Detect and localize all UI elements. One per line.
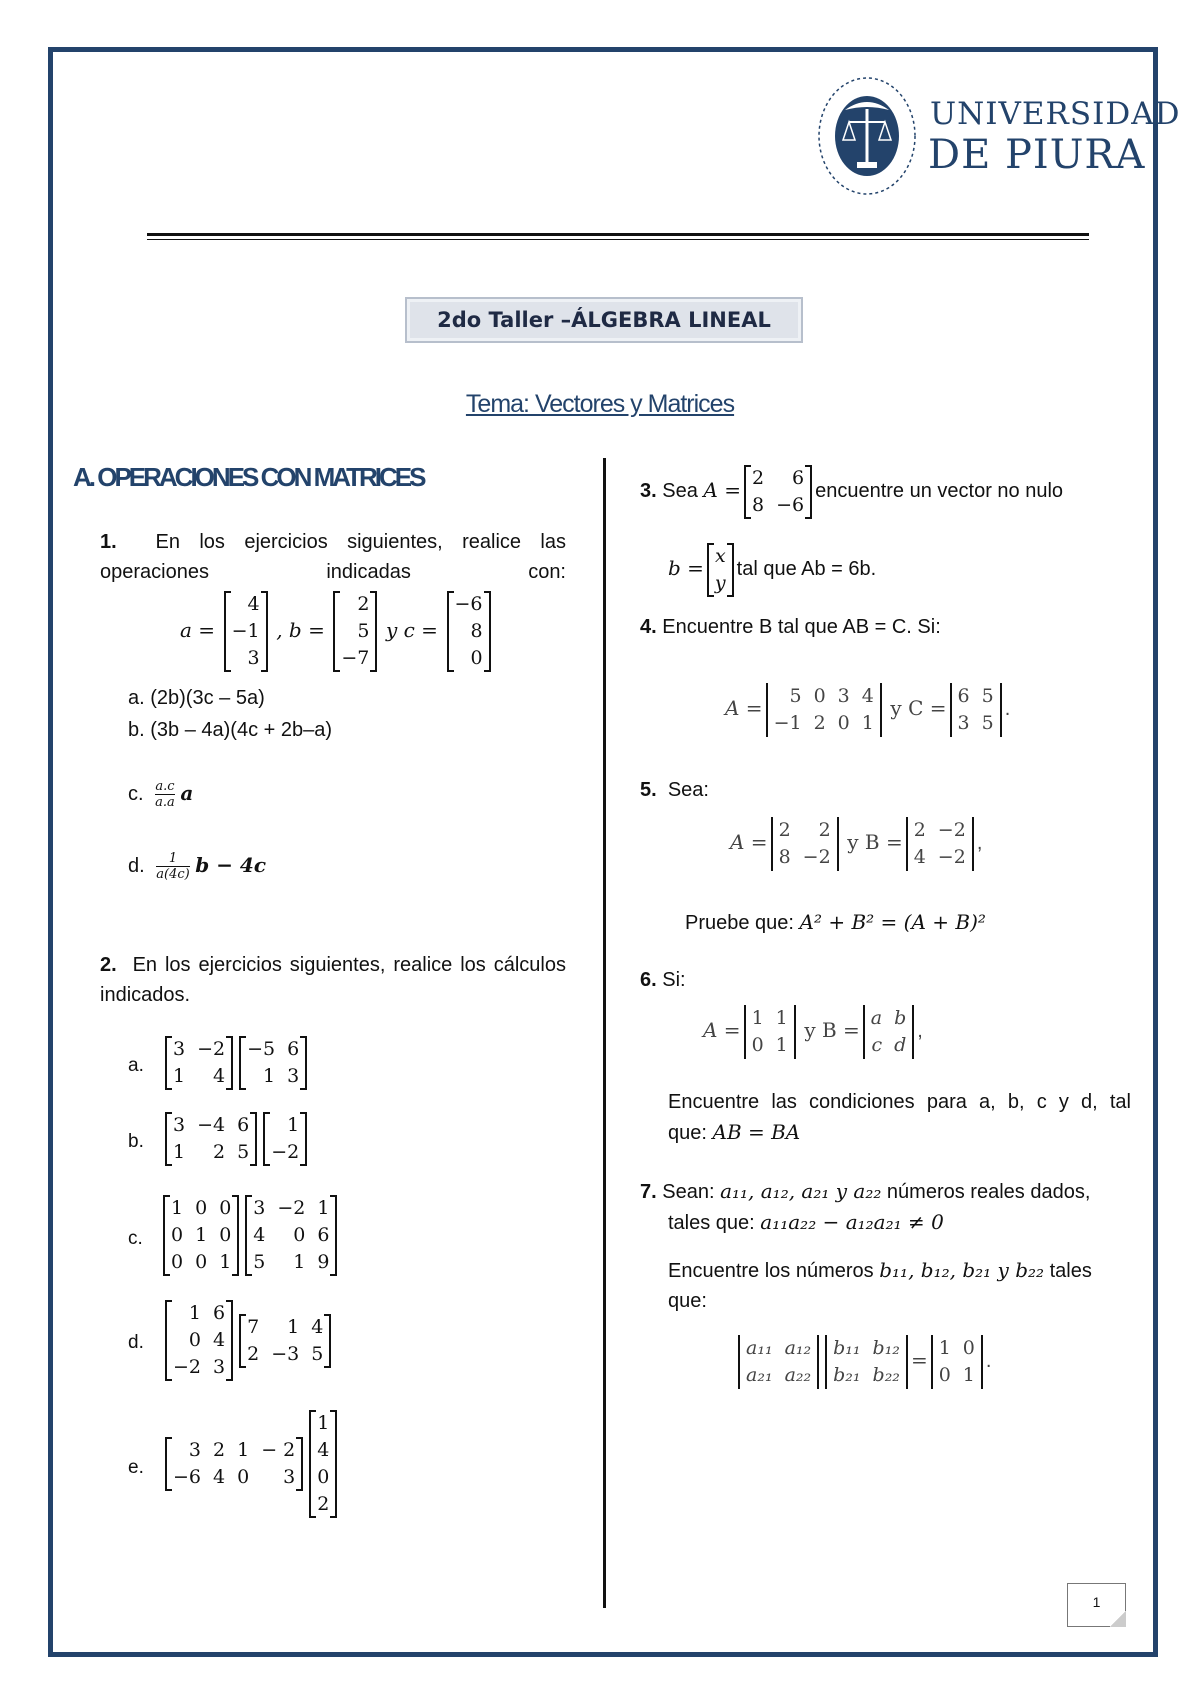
matrix [309,1410,337,1518]
matrix-row [739,1335,818,1362]
matrix-cell: 4 [253,1224,266,1246]
matrix-cell: 1 [861,711,874,734]
matrix-cell: 6 [791,466,805,489]
matrix-cell: 1 [775,1033,788,1056]
matrix-cell: 1 [751,1006,764,1029]
matrix-cell: 1 [775,1006,788,1029]
matrix-cell: −1 [231,620,260,643]
problem-1-item-c [128,778,193,810]
matrix-row [310,1437,336,1464]
problem-statement: En los ejercicios siguientes, realice las operaciones indicadas con: [100,531,566,583]
matrix-cell: 0 [751,1033,764,1056]
problem-7-line1 [640,1176,1090,1207]
problem-5-matrices [730,812,982,873]
matrix-cell: −2 [271,1141,300,1163]
matrix-row [951,710,1001,737]
matrix-cell: 1 [173,1065,186,1087]
matrix-cell: −2 [277,1197,306,1219]
matrix-cell: 3 [173,1114,186,1136]
formula: A² + B² = (A + B)² [799,910,986,934]
matrix [239,1314,331,1368]
problem-1-item-b: b. (3b – 4a)(4c + 2b–a) [128,719,333,741]
vector-a-label: a = [180,618,216,642]
matrix-b [906,817,974,871]
matrix-cell: d [894,1033,907,1056]
matrix-cell: 7 [247,1315,260,1338]
problem-text: Encuentre los números [668,1260,874,1282]
matrix-cell: − 2 [261,1439,296,1461]
matrix-row [166,1354,232,1381]
matrix-row [166,1063,232,1090]
problem-statement: Encuentre B tal que AB = C. Si: [662,616,941,638]
matrix-row [708,570,733,597]
problem-statement: En los ejercicios siguientes, realice los cálculos indicados. [100,954,566,1006]
matrix-row [310,1464,336,1491]
matrix-a-label: A = [703,1018,741,1042]
matrix-row [225,591,267,618]
matrix-cell: −6 [454,593,483,616]
matrix-row [745,1032,795,1059]
matrix-row [334,645,376,672]
problem-2-label-e: e. [128,1457,144,1478]
matrix-cell: 0 [237,1466,250,1488]
matrix-cell: b [894,1006,907,1029]
matrix-cell: 1 [287,1315,300,1338]
worksheet-subtitle: Tema: Vectores y Matrices [465,390,735,418]
matrix-row [767,710,881,737]
problem-2-expr-b [162,1112,310,1166]
matrix-cell: 1 [237,1439,250,1461]
problem-2-expr-d [162,1300,334,1381]
vector-b-label: b = [668,556,704,580]
logo-line2: DE PIURA [928,132,1146,178]
matrix-cell: 1 [293,1251,306,1273]
matrix-cell: −4 [197,1114,226,1136]
matrix-cell: 5 [981,711,994,734]
matrix-cell: a [870,1006,883,1029]
problem-2-expr-a [162,1036,310,1090]
problem-2-label-c: c. [128,1228,143,1249]
matrix-c-label: y C = [890,696,947,720]
matrix-cell: 1 [195,1224,208,1246]
problem-statement: Sea: [667,779,709,801]
problem-text: que: [668,1122,707,1144]
matrix-cell: 8 [470,620,483,643]
matrix-cell: 4 [317,1439,330,1461]
matrix-cell: 3 [173,1038,186,1060]
matrix [165,1112,257,1166]
matrix-row [826,1362,907,1389]
matrix-row [951,683,1001,710]
item-label: d. [128,855,145,877]
matrix-cell: 3 [188,1439,202,1461]
fraction-tail: a [180,781,194,805]
matrix [239,1036,307,1090]
matrix-cell: −6 [173,1466,202,1488]
problem-6-line2: Encuentre las condiciones para a, b, c y d, tal [668,1091,1131,1113]
matrix-cell: 0 [195,1251,208,1273]
matrix-cell: 6 [317,1224,330,1246]
problem-2-label-b: b. [128,1131,144,1152]
matrix-row [246,1195,336,1222]
problem-7-matrices [735,1322,991,1399]
matrix-cell: 9 [317,1251,330,1273]
matrix-cell: 3 [283,1466,296,1488]
matrix-cell: 4 [213,1329,226,1351]
problem-text: números reales dados, [886,1181,1091,1203]
matrix-cell: 2 [818,818,831,841]
worksheet-title: 2do Taller –ÁLGEBRA LINEAL [405,297,803,343]
matrix-cell: a₂₁ [746,1363,773,1386]
matrix-row [166,1112,256,1139]
problem-number: 3. [640,480,657,502]
matrix-b-label: y B = [847,830,903,854]
vector-b [333,591,377,672]
matrix-cell: a₁₁ [746,1336,773,1359]
matrix-cell: 0 [171,1251,184,1273]
matrix-cell: 1 [938,1336,951,1359]
matrix-cell: 0 [293,1224,306,1246]
matrix-row [932,1335,982,1362]
matrix-cell: −2 [173,1356,202,1378]
matrix-cell: c [871,1033,883,1056]
matrix-cell: 0 [195,1197,208,1219]
problem-5-prove [685,907,986,938]
matrix-row [826,1335,907,1362]
vector-c-label: y c = [385,618,438,642]
matrix-cell: 0 [171,1224,184,1246]
matrix-cell: −2 [197,1038,226,1060]
equals-sign: = [910,1348,928,1372]
problem-2-label-d: d. [128,1332,144,1353]
matrix-row [166,1139,256,1166]
problem-number: 6. [640,969,657,991]
matrix-row [864,1032,914,1059]
matrix-cell: 4 [311,1315,324,1338]
matrix-row [246,1222,336,1249]
matrix-cell: 1 [317,1412,330,1434]
matrix-cell: −2 [937,845,966,868]
problem-2-label-a: a. [128,1055,144,1076]
section-heading: A. OPERACIONES CON MATRICES [73,462,424,492]
matrix-cell: 0 [219,1197,232,1219]
problem-2-expr-e [162,1410,340,1518]
matrix-cell: 0 [188,1329,202,1351]
matrix-a-label: A = [703,478,741,502]
matrix [263,1112,307,1166]
problem-1-vectors [180,585,494,675]
matrix-row [166,1464,302,1491]
problem-6-line3 [668,1117,800,1148]
problem-3-line1 [640,462,1063,519]
matrix-cell: y [714,571,726,594]
logo-line1: UNIVERSIDAD [930,96,1181,132]
matrix-cell: 0 [837,711,850,734]
matrix-c [950,683,1002,737]
problem-6-text [640,965,686,995]
matrix-cell: 3 [837,684,850,707]
matrix-row [166,1300,232,1327]
matrix [245,1195,337,1276]
matrix-row [240,1341,330,1368]
matrix-row [334,591,376,618]
problem-5-text [640,775,709,805]
matrix-cell: 3 [213,1356,226,1378]
matrix-row [166,1036,232,1063]
matrix-cell: a₁₂ [784,1336,812,1359]
matrix [165,1437,303,1491]
matrix-row [166,1327,232,1354]
matrix-a-label: A = [730,830,768,854]
matrix-cell: b₂₁ [833,1363,861,1386]
fraction-tail: b − 4c [195,853,267,877]
problem-2-expr-c [160,1195,340,1276]
problem-number: 7. [640,1181,657,1203]
matrix-cell: 5 [789,684,802,707]
matrix-row [448,645,490,672]
matrix-cell: 5 [253,1251,266,1273]
vector-b-label: , b = [276,618,325,642]
matrix-cell: −2 [802,845,831,868]
matrix-cell: 4 [213,1065,226,1087]
matrix-cell: 2 [247,1342,260,1365]
fraction [156,851,189,882]
problem-text: encuentre un vector no nulo [815,480,1064,502]
formula: a₁₁a₂₂ − a₁₂a₂₁ ≠ 0 [760,1210,944,1234]
matrix-cell: 6 [213,1302,226,1324]
matrix-cell: b₁₁ [833,1336,861,1359]
problem-text: tales [1049,1260,1092,1282]
punctuation: . [1004,698,1011,720]
page-number: 1 [1067,1583,1126,1627]
matrix [165,1300,233,1381]
problem-7-line3 [668,1255,1092,1286]
matrix-row [264,1139,306,1166]
matrix-cell: 1 [188,1302,202,1324]
matrix-cell: 0 [219,1224,232,1246]
problem-6-matrices [703,1000,923,1061]
matrix-row [240,1063,306,1090]
matrix-cell: 1 [219,1251,232,1273]
problem-number: 5. [640,779,657,801]
formula: b₁₁, b₁₂, b₂₁ y b₂₂ [879,1258,1045,1282]
column-divider [603,458,606,1608]
matrix-row [225,618,267,645]
matrix-row [164,1222,238,1249]
problem-7-line4: que: [668,1290,707,1312]
matrix-row [166,1437,302,1464]
matrix-row [164,1195,238,1222]
fraction-numerator: a.c [155,779,175,795]
matrix-cell: 2 [778,818,791,841]
matrix-cell: 2 [813,711,826,734]
matrix-a [738,1335,819,1389]
matrix-cell: 6 [957,684,970,707]
vector-c [447,591,491,672]
problem-text: tales que: [668,1212,755,1234]
matrix-row [745,1005,795,1032]
matrix-cell: 1 [962,1363,975,1386]
matrix-cell: b₁₂ [872,1336,900,1359]
matrix-b [863,1005,915,1059]
fraction-denominator: a(4c) [156,867,190,883]
university-seal-icon [815,74,919,198]
matrix-row [907,817,973,844]
problem-text: Pruebe que: [685,912,794,934]
matrix [165,1036,233,1090]
matrix-row [739,1362,818,1389]
matrix-row [240,1036,306,1063]
punctuation: , [917,1020,923,1042]
problem-1-text [100,527,566,587]
problem-statement: Si: [662,969,686,991]
matrix-cell: 4 [213,1466,226,1488]
matrix-cell: 6 [237,1114,250,1136]
matrix-row [246,1249,336,1276]
problem-4-matrices [725,678,1010,739]
matrix-cell: 3 [247,647,260,670]
problem-4-text [640,612,941,642]
matrix-cell: −5 [247,1038,276,1060]
matrix-cell: 0 [813,684,826,707]
matrix-cell: 2 [317,1493,330,1515]
matrix-cell: b₂₂ [872,1363,900,1386]
matrix-cell: 2 [357,593,370,616]
punctuation: , [976,832,983,854]
problem-text: Sea [662,480,698,502]
matrix-row [708,543,733,570]
matrix-row [907,844,973,871]
matrix-cell: 4 [861,684,874,707]
matrix-row [745,465,811,492]
matrix-b-label: y B = [804,1018,860,1042]
matrix-cell: 4 [247,593,260,616]
matrix-row [864,1005,914,1032]
matrix-row [772,817,838,844]
matrix-cell: 5 [311,1342,324,1365]
matrix-row [448,618,490,645]
matrix-cell: 0 [470,647,483,670]
matrix-cell: −6 [776,493,805,516]
matrix-cell: 0 [962,1336,975,1359]
fraction-numerator: 1 [156,851,189,867]
problem-number: 1. [100,531,117,553]
problem-1-item-a: a. (2b)(3c – 5a) [128,687,265,709]
matrix-cell: 8 [751,493,765,516]
punctuation: . [985,1350,992,1372]
matrix-cell: 5 [981,684,994,707]
matrix-a [744,1005,796,1059]
matrix-cell: 0 [938,1363,951,1386]
problem-3-line2 [668,540,876,597]
header-rule-thick [147,233,1089,236]
matrix-row [264,1112,306,1139]
matrix-row [772,844,838,871]
matrix-cell: 1 [263,1065,276,1087]
matrix-cell: 2 [751,466,765,489]
matrix-cell: 5 [237,1141,250,1163]
matrix-cell: 2 [213,1439,226,1461]
vector-a [224,591,268,672]
matrix-cell: 1 [171,1197,184,1219]
problem-1-item-d [128,850,266,882]
matrix-cell: 1 [287,1114,300,1136]
university-logo [815,74,1181,204]
matrix-cell: −2 [937,818,966,841]
matrix-cell: −1 [773,711,802,734]
matrix-b [825,1335,908,1389]
matrix-row [745,492,811,519]
matrix-cell: 1 [173,1141,186,1163]
matrix-cell: 0 [317,1466,330,1488]
matrix-cell: 2 [913,818,926,841]
matrix-row [310,1410,336,1437]
problem-text: Sean: [662,1181,715,1203]
problem-2-text [100,950,566,1010]
matrix-cell: 3 [957,711,970,734]
matrix-row [225,645,267,672]
matrix-a [744,465,812,519]
formula: AB = BA [712,1120,801,1144]
matrix-a [771,817,839,871]
problem-number: 4. [640,616,657,638]
matrix-row [164,1249,238,1276]
matrix-cell: 3 [287,1065,300,1087]
matrix-a-label: A = [725,696,763,720]
matrix-cell: x [714,544,726,567]
matrix-cell: −7 [341,647,370,670]
matrix-cell: 3 [253,1197,266,1219]
fraction-denominator: a.a [155,795,175,811]
matrix-cell: 5 [357,620,370,643]
problem-number: 2. [100,954,117,976]
matrix-row [767,683,881,710]
problem-text: tal que Ab = 6b. [736,558,877,580]
matrix-row [448,591,490,618]
matrix-cell: 4 [913,845,926,868]
vector-b [707,543,734,597]
matrix-cell: −3 [271,1342,300,1365]
matrix-cell: 8 [778,845,791,868]
matrix-cell: a₂₂ [784,1363,812,1386]
formula: a₁₁, a₁₂, a₂₁ y a₂₂ [720,1179,882,1203]
item-label: c. [128,783,144,805]
matrix-a [766,683,882,737]
identity-matrix [931,1335,983,1389]
matrix-cell: 1 [317,1197,330,1219]
matrix-row [240,1314,330,1341]
problem-7-line2 [668,1207,944,1238]
matrix-cell: 2 [213,1141,226,1163]
matrix [163,1195,239,1276]
matrix-row [310,1491,336,1518]
header-rule-thin [147,239,1089,240]
matrix-row [334,618,376,645]
matrix-cell: 6 [287,1038,300,1060]
matrix-row [932,1362,982,1389]
fraction [155,779,175,810]
